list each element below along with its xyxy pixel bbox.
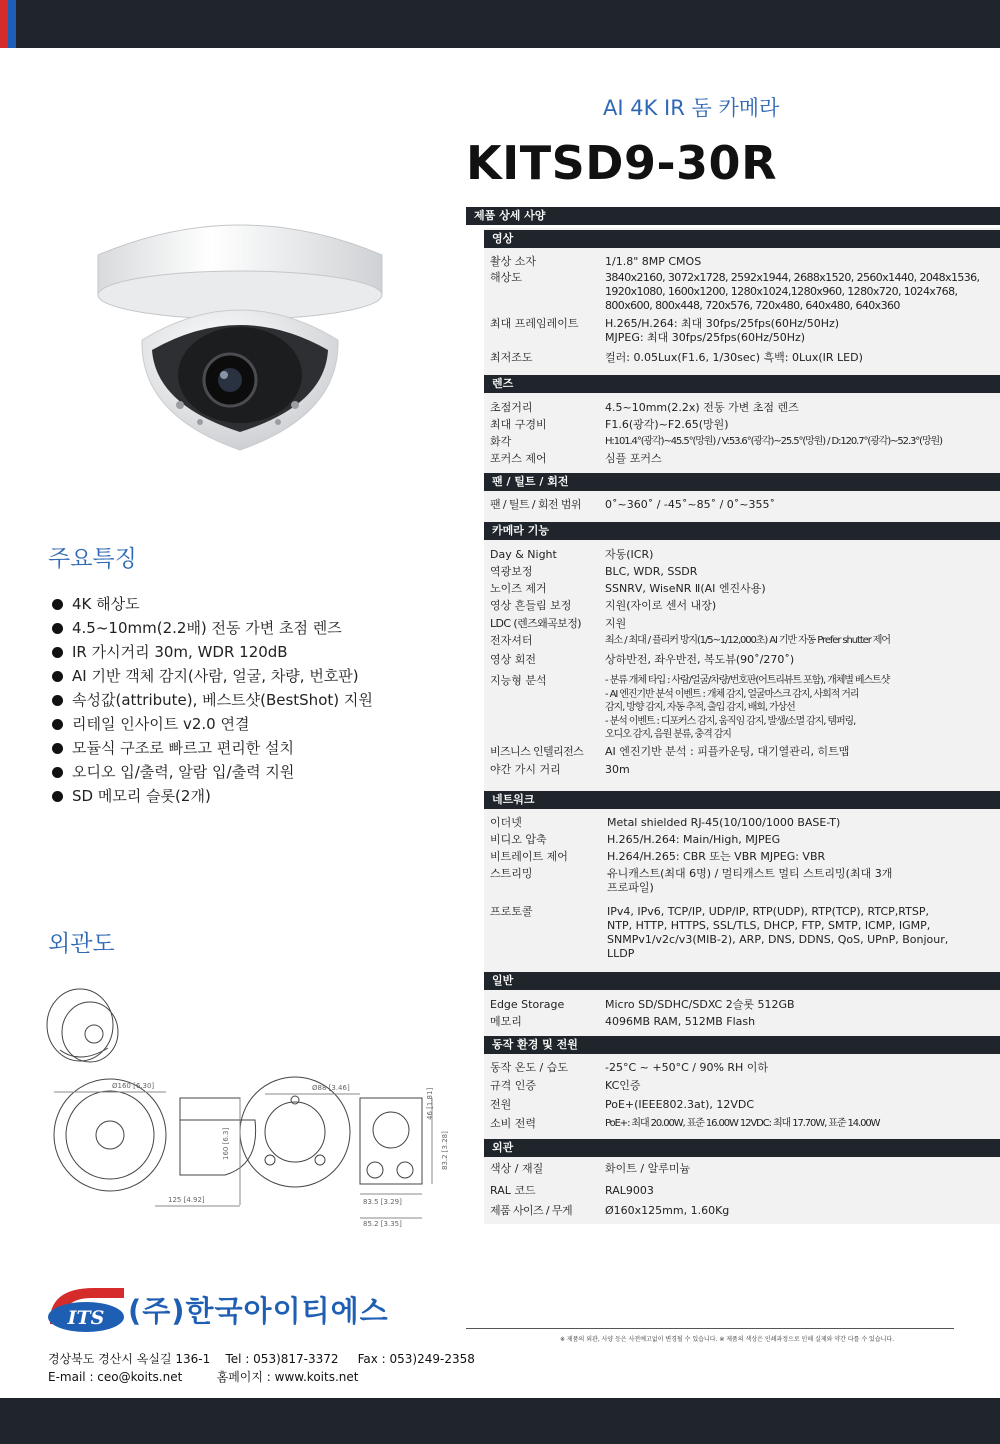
dimension-label: 125 [4.92] [168,1196,205,1204]
bullet-icon [52,599,63,610]
top-bar-blue-stripe [8,0,16,48]
product-subtitle: AI 4K IR 돔 카메라 [603,96,780,120]
exterior-drawing-title: 외관도 [48,931,115,957]
bullet-icon [52,671,63,682]
its-logo-icon [46,1284,126,1336]
exterior-drawing [40,970,460,1230]
company-name: (주)한국아이티에스 [128,1294,389,1328]
footer-divider [466,1328,954,1329]
dimension-label: 160 [6.3] [222,1127,230,1160]
feature-item: 모듈식 구조로 빠르고 편리한 설치 [52,736,373,760]
feature-item: SD 메모리 슬롯(2개) [52,784,373,808]
footer-disclaimer: ※ 제품의 외관, 사양 등은 사전예고없이 변경될 수 있습니다. ※ 제품의 색상은 인쇄과정으로 인해 실제와 약간 다를 수 있습니다. [560,1336,895,1343]
spec-table-title: 제품 상세 사양 [466,207,1000,225]
feature-item: AI 기반 객체 감지(사람, 얼굴, 차량, 번호판) [52,664,373,688]
dimension-label: 85.2 [3.35] [363,1220,402,1228]
section-header-env: 동작 환경 및 전원 [484,1036,1000,1054]
section-header-pantilt: 팬 / 틸트 / 회전 [484,473,1000,491]
bullet-icon [52,743,63,754]
top-bar-red-stripe [0,0,8,48]
top-bar [0,0,1000,48]
bullet-icon [52,695,63,706]
section-header-lens: 렌즈 [484,375,1000,393]
dimension-label: Ø160 [6.30] [112,1082,155,1090]
feature-item: 오디오 입/출력, 알람 입/출력 지원 [52,760,373,784]
dimension-label: 46 [1.81] [426,1087,434,1120]
bottom-bar [0,1398,1000,1444]
dimension-label: Ø88 [3.46] [312,1084,350,1092]
dome-camera-image [80,200,420,500]
section-header-general: 일반 [484,972,1000,990]
feature-item: 4K 해상도 [52,592,373,616]
svg-text:ITS: ITS [67,1307,105,1329]
section-header-network: 네트워크 [484,791,1000,809]
feature-item: 속성값(attribute), 베스트샷(BestShot) 지원 [52,688,373,712]
feature-item: 리테일 인사이트 v2.0 연결 [52,712,373,736]
features-list [52,592,373,808]
feature-item: 4.5~10mm(2.2배) 전동 가변 초점 렌즈 [52,616,373,640]
feature-item: IR 가시거리 30m, WDR 120dB [52,640,373,664]
dimension-label: 83.5 [3.29] [363,1198,402,1206]
bullet-icon [52,719,63,730]
section-header-exterior: 외관 [484,1139,1000,1157]
features-title: 주요특징 [48,546,137,572]
company-address [48,1350,475,1386]
bullet-icon [52,647,63,658]
bullet-icon [52,791,63,802]
section-header-video: 영상 [484,230,1000,248]
address-line: 경상북도 경산시 옥실길 136-1 Tel : 053)817-3372 Fax : 053)249-2358 [48,1352,475,1366]
bullet-icon [52,767,63,778]
section-header-camera: 카메라 기능 [484,522,1000,540]
dimension-label: 83.2 [3.28] [441,1131,449,1170]
product-model: KITSD9-30R [466,136,777,190]
bullet-icon [52,623,63,634]
contact-line: E-mail : ceo@koits.net 홈페이지 : www.koits.net [48,1370,359,1384]
